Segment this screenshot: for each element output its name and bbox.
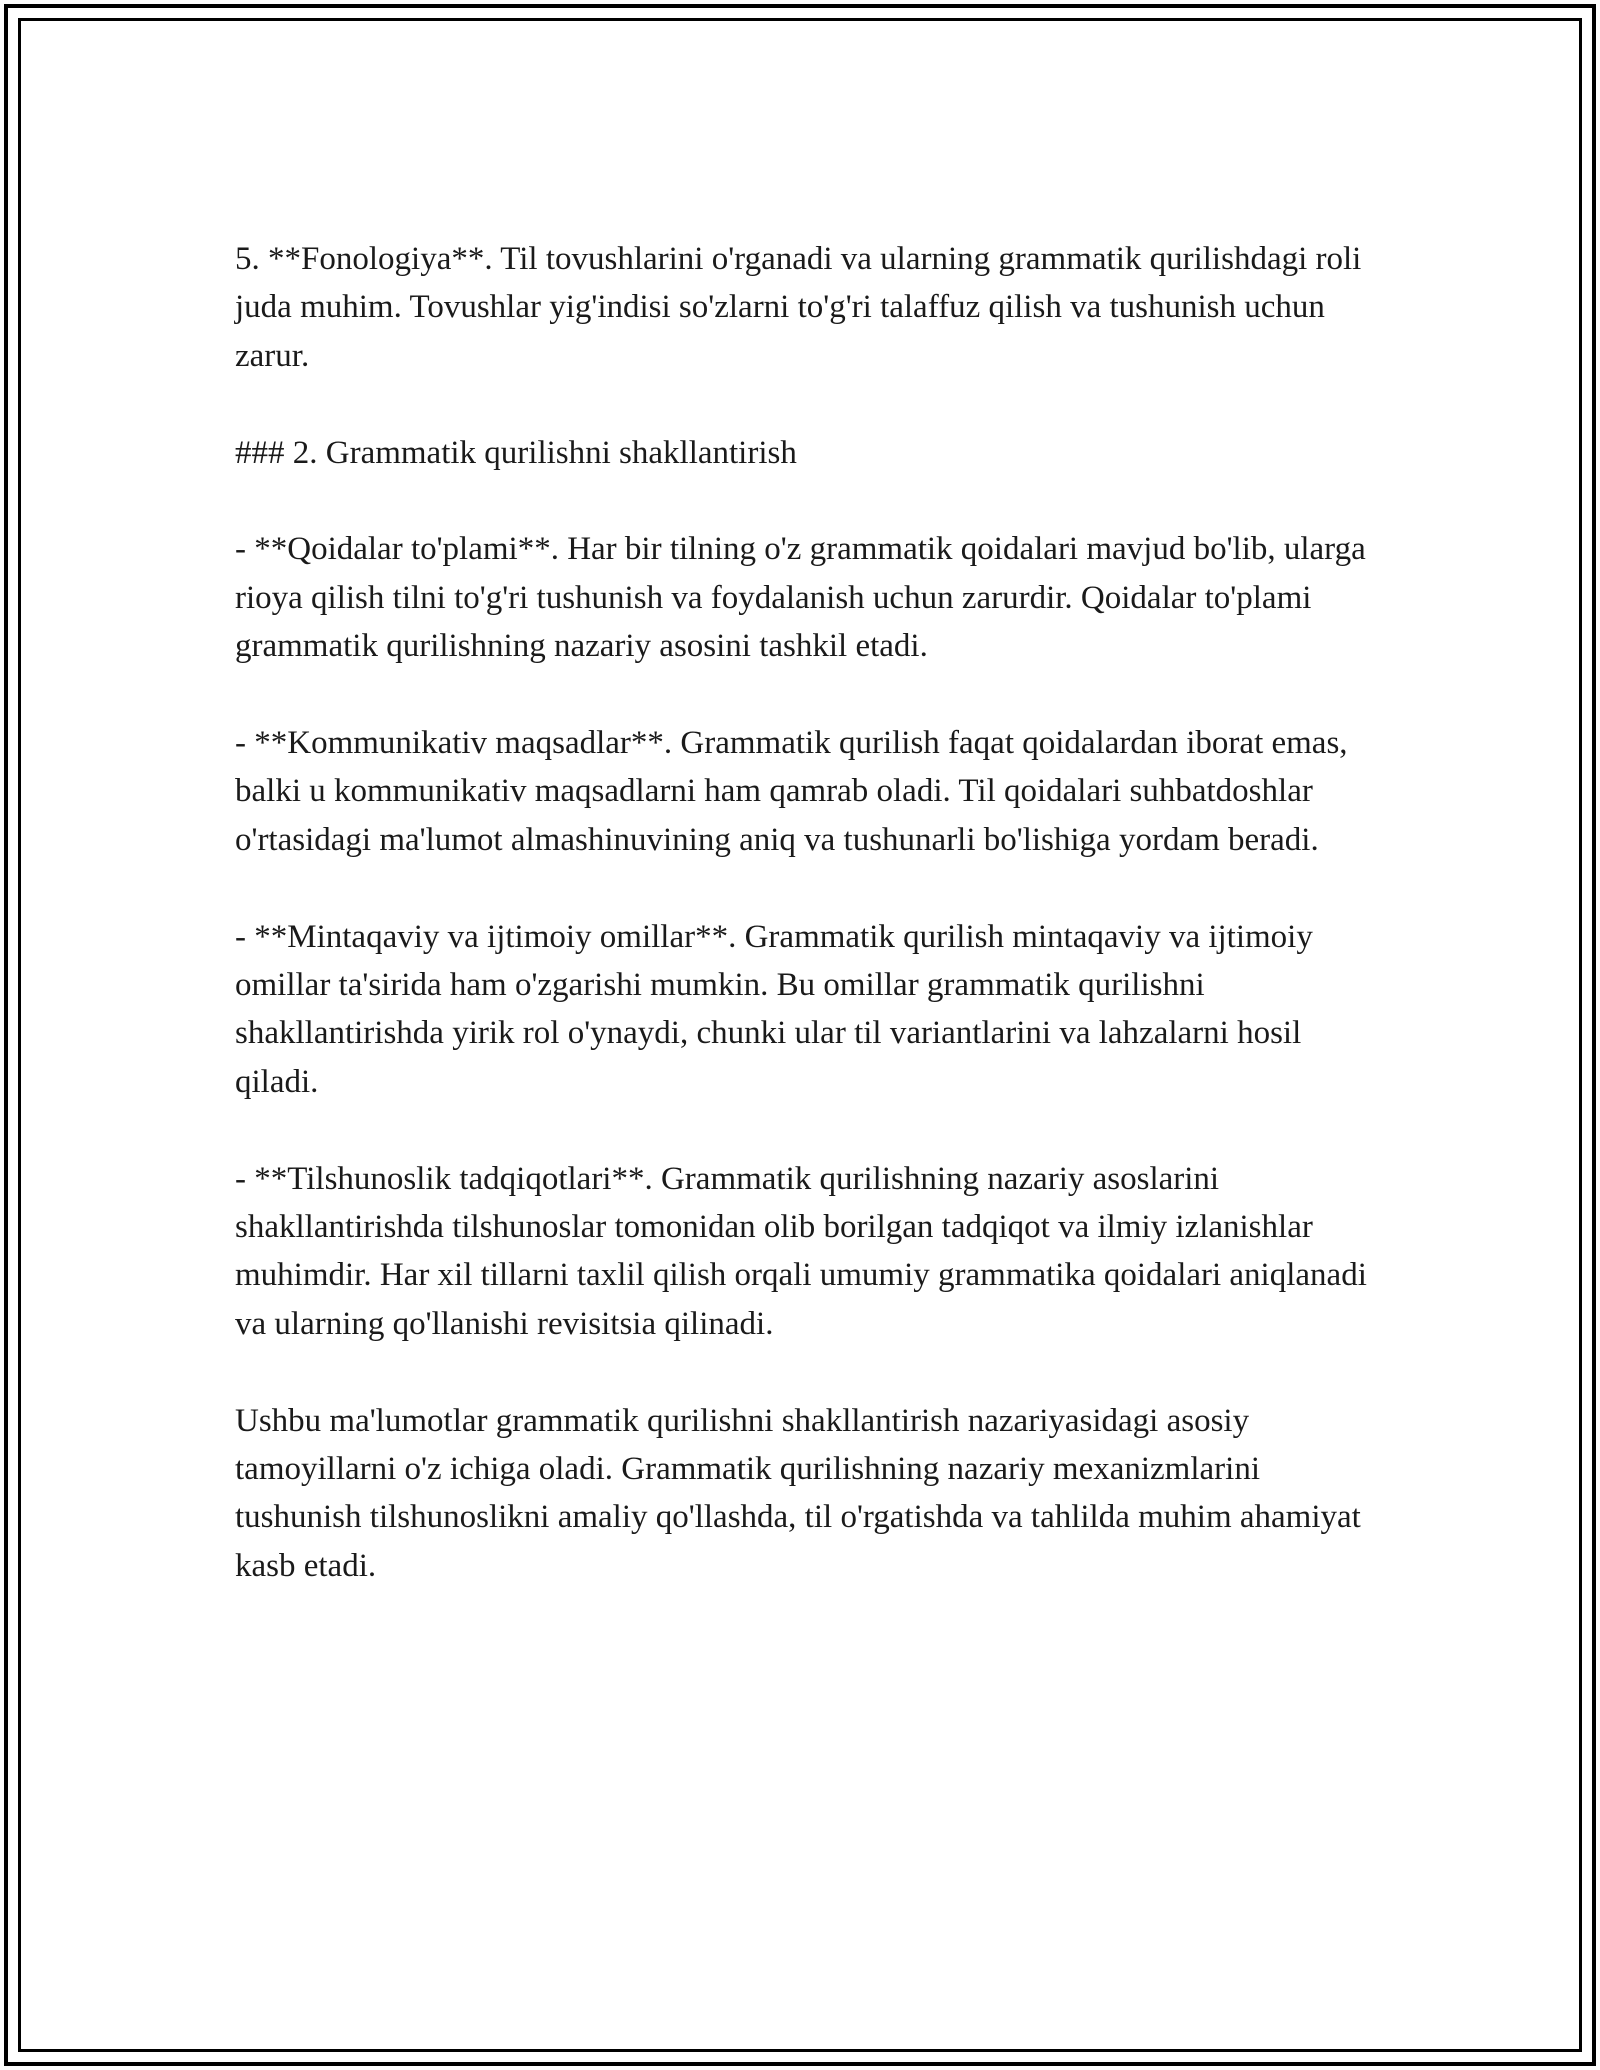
- paragraph-fonologiya: 5. **Fonologiya**. Til tovushlarini o'rganadi va ularning grammatik qurilishdagi roli juda muhim. Tovushlar yig'indisi so'zlarni to'g'ri talaffuz qilish va tushunish uchun zarur.: [235, 241, 1362, 374]
- paragraph-kommunikativ: - **Kommunikativ maqsadlar**. Grammatik qurilish faqat qoidalardan iborat emas, balki u kommunikativ maqsadlarni ham qamrab oladi. Til qoidalari suhbatdoshlar o'rtasidagi ma'lumot almashinuvining aniq va tushunarli bo'lishiga yordam beradi.: [235, 725, 1348, 858]
- paragraph-mintaqaviy: - **Mintaqaviy va ijtimoiy omillar**. Grammatik qurilish mintaqaviy va ijtimoiy omillar ta'sirida ham o'zgarishi mumkin. Bu omillar grammatik qurilishni shakllantirishda yirik rol o'ynaydi, chunki ular til variantlarini va lahzalarni hosil qiladi.: [235, 918, 1313, 1100]
- paragraph-qoidalar: - **Qoidalar to'plami**. Har bir tilning o'z grammatik qoidalari mavjud bo'lib, ularga rioya qilish tilni to'g'ri tushunish va foydalanish uchun zarurdir. Qoidalar to'plami grammatik qurilishning nazariy asosini tashkil etadi.: [235, 531, 1366, 665]
- paragraph-conclusion: Ushbu ma'lumotlar grammatik qurilishni shakllantirish nazariyasidagi asosiy tamoyillarni o'z ichiga oladi. Grammatik qurilishning nazariy mexanizmlarini tushunish tilshunoslikni amaliy qo'llashda, til o'rgatishda va tahlilda muhim ahamiyat kasb etadi.: [235, 1402, 1361, 1584]
- paragraph-tilshunoslik: - **Tilshunoslik tadqiqotlari**. Grammatik qurilishning nazariy asoslarini shakllantirishda tilshunoslar tomonidan olib borilgan tadqiqot va ilmiy izlanishlar muhimdir. Har xil tillarni taxlil qilish orqali umumiy grammatika qoidalari aniqlanadi va ularning qo'llanishi revisitsia qilinadi.: [235, 1160, 1367, 1342]
- section-heading: ### 2. Grammatik qurilishni shakllantirish: [235, 434, 797, 471]
- document-body: [235, 235, 1375, 1590]
